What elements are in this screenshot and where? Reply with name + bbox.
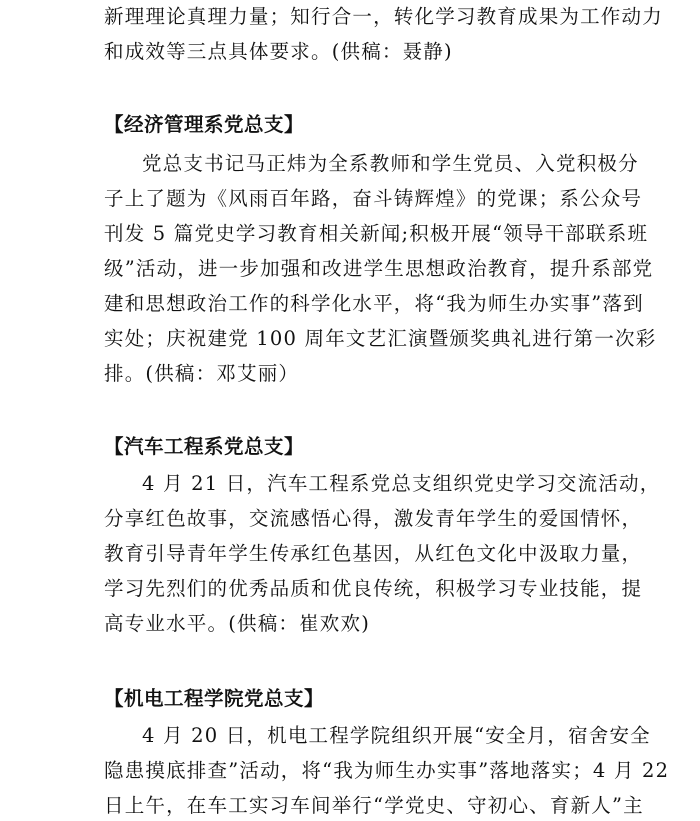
section-economics-line-4: 级”活动，进一步加强和改进学生思想政治教育，提升系部党: [104, 257, 654, 280]
section-heading-mechatronics: 【机电工程学院党总支】: [104, 687, 325, 710]
section-automotive-line-1: 4 月 21 日，汽车工程系党总支组织党史学习交流活动，: [142, 472, 661, 495]
section-mechatronics-line-3: 日上午，在车工实习车间举行“学党史、守初心、育新人”主: [104, 794, 644, 817]
intro-line-1: 新理理论真理力量；知行合一，转化学习教育成果为工作动力: [104, 5, 663, 28]
section-economics-line-7: 排。(供稿：邓艾丽）: [104, 362, 300, 385]
section-automotive-line-5: 高专业水平。(供稿：崔欢欢): [104, 612, 371, 635]
section-mechatronics-line-1: 4 月 20 日，机电工程学院组织开展“安全月，宿舍安全: [142, 724, 651, 747]
intro-line-2: 和成效等三点具体要求。(供稿：聂静): [104, 40, 453, 63]
section-heading-economics: 【经济管理系党总支】: [104, 113, 305, 136]
section-automotive-line-3: 教育引导青年学生传承红色基因，从红色文化中汲取力量，: [104, 542, 643, 565]
section-economics-line-3: 刊发 5 篇党史学习教育相关新闻;积极开展“领导干部联系班: [104, 222, 649, 245]
section-economics-line-2: 子上了题为《风雨百年路，奋斗铸辉煌》的党课；系公众号: [104, 187, 643, 210]
section-economics-line-6: 实处；庆祝建党 100 周年文艺汇演暨颁奖典礼进行第一次彩: [104, 327, 657, 350]
section-heading-automotive: 【汽车工程系党总支】: [104, 435, 305, 458]
section-automotive-line-4: 学习先烈们的优秀品质和优良传统，积极学习专业技能，提: [104, 577, 643, 600]
section-mechatronics-line-2: 隐患摸底排查”活动，将“我为师生办实事”落地落实；4 月 22: [104, 759, 670, 782]
section-automotive-line-2: 分享红色故事，交流感悟心得，激发青年学生的爱国情怀，: [104, 507, 643, 530]
section-economics-line-1: 党总支书记马正炜为全系教师和学生党员、入党积极分: [142, 152, 639, 175]
section-economics-line-5: 建和思想政治工作的科学化水平，将“我为师生办实事”落到: [104, 292, 644, 315]
